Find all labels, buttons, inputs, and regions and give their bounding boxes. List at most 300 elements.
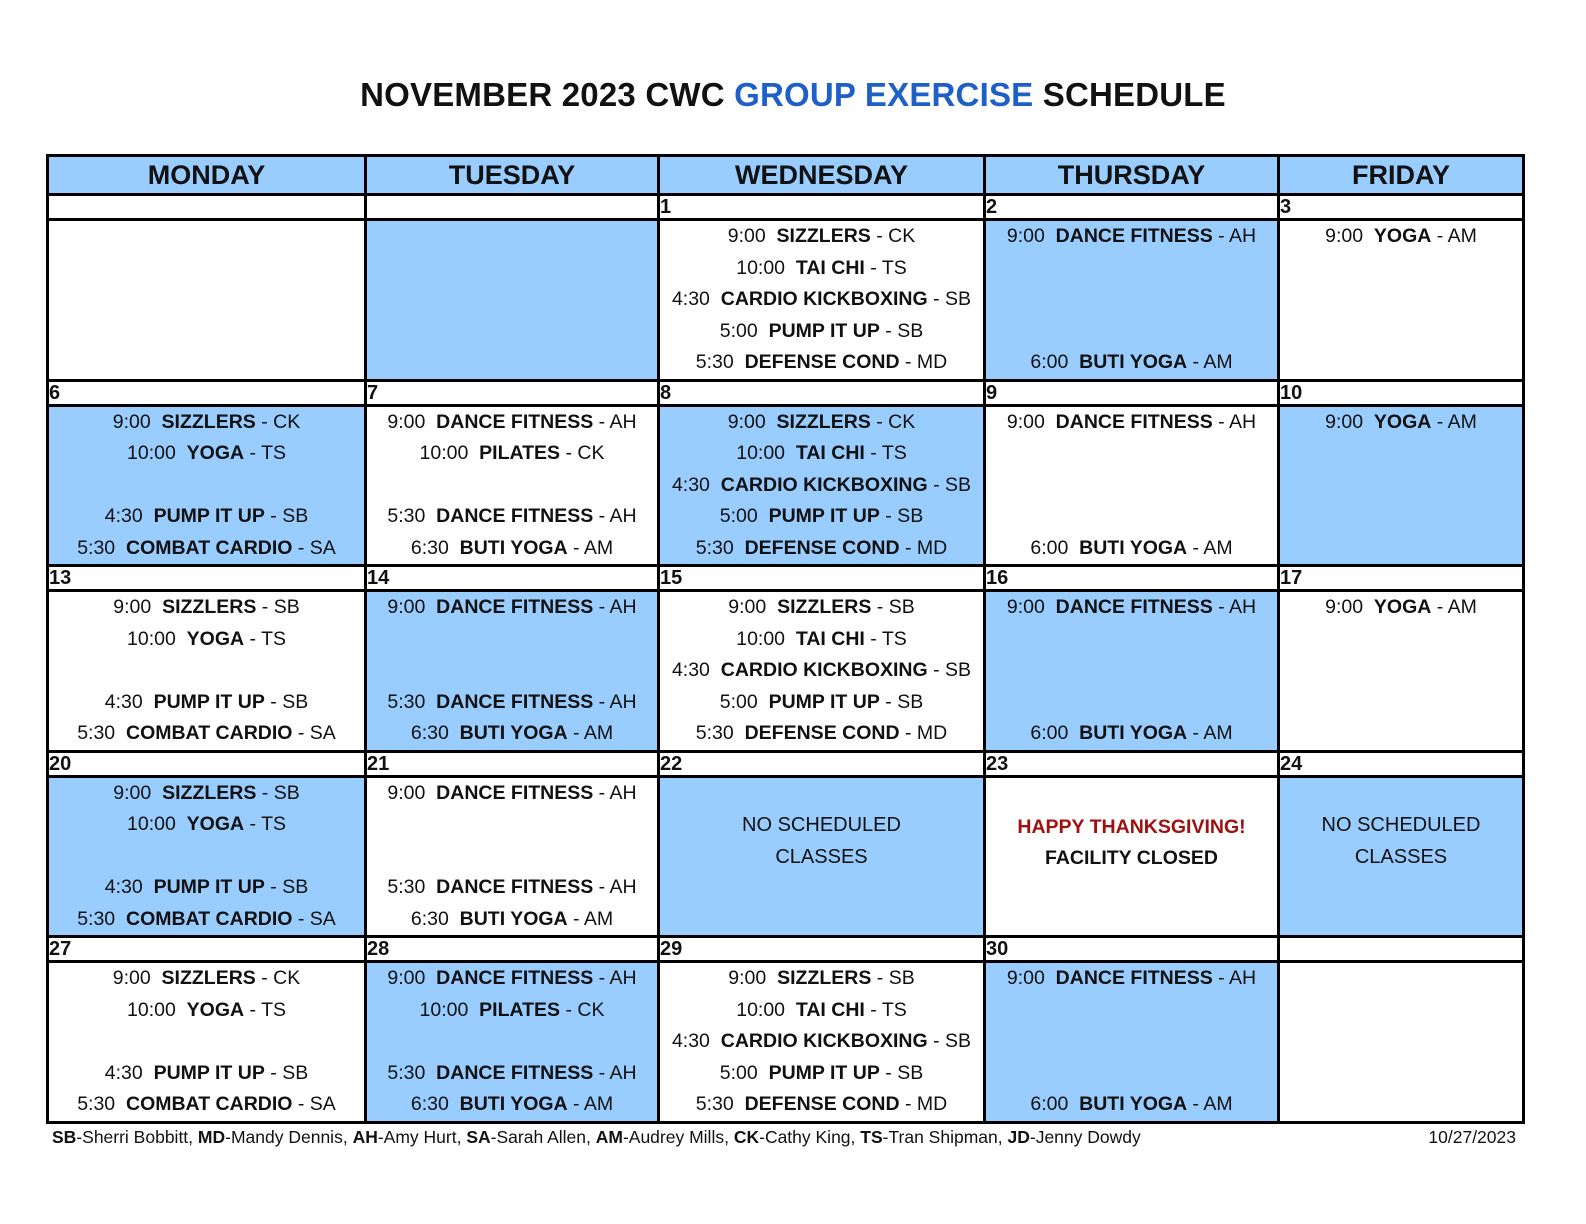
spacer — [367, 624, 657, 687]
class-name: YOGA — [186, 813, 245, 835]
class-entry: 9:00 SIZZLERS - CK — [112, 410, 301, 433]
class-time: 9:00 — [387, 781, 426, 804]
class-name: BUTI YOGA — [459, 722, 568, 744]
class-name: SIZZLERS — [161, 410, 256, 433]
class-name: PUMP IT UP — [768, 690, 880, 713]
revision-date: 10/27/2023 — [1428, 1127, 1516, 1147]
class-instructor: AM — [1203, 536, 1233, 559]
class-entry: 4:30 CARDIO KICKBOXING - SB — [671, 1030, 972, 1052]
class-name: SIZZLERS — [776, 225, 871, 247]
class-entry: 5:00 PUMP IT UP - SB — [719, 319, 924, 342]
class-instructor: SB — [897, 1061, 924, 1084]
class-time: 5:30 — [695, 536, 734, 559]
class-time: 9:00 — [387, 596, 426, 618]
class-time: 9:00 — [1006, 596, 1045, 618]
no-classes-note — [660, 778, 983, 873]
class-instructor: AH — [1229, 225, 1257, 247]
class-entry: 9:00 SIZZLERS - CK — [112, 967, 301, 989]
class-instructor: AM — [583, 722, 614, 744]
day-cell — [366, 591, 659, 752]
class-entry: 4:30 PUMP IT UP - SB — [104, 690, 309, 713]
class-entry: 5:30 DANCE FITNESS - AH — [387, 690, 637, 713]
class-entry: 5:00 PUMP IT UP - SB — [719, 690, 924, 713]
class-instructor: SA — [309, 722, 336, 744]
class-entry: 6:00 BUTI YOGA - AM — [1030, 1093, 1233, 1115]
class-time: 4:30 — [104, 1061, 143, 1084]
instructor-name: Amy Hurt — [383, 1127, 457, 1147]
class-time: 5:30 — [387, 690, 426, 713]
class-entry: 4:30 PUMP IT UP - SB — [104, 505, 309, 527]
class-time: 6:00 — [1030, 351, 1069, 373]
class-time: 6:30 — [410, 536, 449, 559]
spacer — [986, 253, 1277, 348]
class-instructor: AH — [609, 410, 637, 433]
date-number: 28 — [366, 937, 659, 962]
class-instructor: MD — [916, 351, 948, 373]
class-time: 4:30 — [671, 288, 710, 310]
class-instructor: SB — [888, 596, 915, 618]
class-entry: 5:00 PUMP IT UP - SB — [719, 505, 924, 527]
class-time: 5:30 — [387, 1061, 426, 1084]
class-time: 5:00 — [719, 690, 758, 713]
date-number: 17 — [1279, 566, 1524, 591]
date-number: 29 — [659, 937, 985, 962]
instructor-code: MD — [197, 1127, 226, 1147]
class-instructor: CK — [577, 442, 605, 464]
class-instructor: CK — [888, 225, 916, 247]
class-time: 5:00 — [719, 319, 758, 342]
spacer — [367, 1026, 657, 1058]
date-number: 10 — [1279, 380, 1524, 405]
class-name: YOGA — [1373, 225, 1432, 247]
class-entry: 10:00 TAI CHI - TS — [736, 256, 907, 279]
date-number: 20 — [48, 751, 366, 776]
weekday-header-row — [48, 156, 1524, 195]
class-name: SIZZLERS — [162, 596, 257, 618]
class-instructor: AH — [1229, 410, 1257, 433]
class-time: 5:30 — [695, 1093, 734, 1115]
class-entry: 10:00 YOGA - TS — [127, 998, 286, 1021]
date-number: 30 — [985, 937, 1279, 962]
class-instructor: SB — [273, 781, 300, 804]
class-name: SIZZLERS — [777, 967, 872, 989]
class-name: COMBAT CARDIO — [125, 722, 293, 744]
class-time: 9:00 — [1325, 410, 1364, 433]
class-name: SIZZLERS — [162, 781, 257, 804]
class-name: PUMP IT UP — [153, 1061, 265, 1084]
instructor-code: TS — [860, 1127, 883, 1147]
class-entry: 10:00 TAI CHI - TS — [736, 627, 907, 650]
date-number: 16 — [985, 566, 1279, 591]
instructor-name: Audrey Mills — [628, 1127, 725, 1147]
instructor-name: Sarah Allen — [496, 1127, 586, 1147]
class-name: CARDIO KICKBOXING — [720, 659, 928, 681]
class-entry: 9:00 YOGA - AM — [1325, 596, 1477, 618]
date-number: 2 — [985, 195, 1279, 220]
class-time: 4:30 — [671, 659, 710, 681]
spacer — [986, 624, 1277, 719]
instructor-name: Mandy Dennis — [230, 1127, 343, 1147]
instructor-code: AM — [595, 1127, 623, 1147]
class-time: 10:00 — [736, 256, 786, 279]
class-name: DANCE FITNESS — [436, 1061, 594, 1084]
class-name: DANCE FITNESS — [436, 781, 594, 804]
content-row — [48, 405, 1524, 566]
class-time: 5:00 — [719, 505, 758, 527]
day-cell — [659, 962, 985, 1123]
class-time: 6:30 — [410, 907, 449, 930]
date-number: 23 — [985, 751, 1279, 776]
holiday-note — [986, 778, 1277, 874]
date-number: 24 — [1279, 751, 1524, 776]
date-row — [48, 937, 1524, 962]
class-entry: 9:00 DANCE FITNESS - AH — [1006, 225, 1257, 247]
day-cell — [48, 962, 366, 1123]
class-time: 9:00 — [387, 967, 426, 989]
class-name: SIZZLERS — [776, 410, 871, 433]
class-time: 10:00 — [127, 813, 176, 835]
instructor-code: JD — [1007, 1127, 1030, 1147]
class-entry: 9:00 DANCE FITNESS - AH — [1006, 967, 1257, 989]
class-instructor: SB — [897, 505, 924, 527]
day-cell — [1279, 220, 1524, 381]
class-instructor: TS — [881, 256, 907, 279]
class-time: 9:00 — [1006, 967, 1045, 989]
class-instructor: AH — [609, 505, 637, 527]
title-part1: NOVEMBER 2023 CWC — [360, 76, 735, 113]
content-row — [48, 220, 1524, 381]
class-name: YOGA — [186, 442, 245, 464]
day-cell — [1279, 405, 1524, 566]
class-instructor: TS — [261, 813, 286, 835]
class-name: CARDIO KICKBOXING — [720, 1030, 928, 1052]
class-name: BUTI YOGA — [1079, 1093, 1188, 1115]
instructor-code: AH — [352, 1127, 378, 1147]
class-time: 9:00 — [113, 596, 152, 618]
class-entry: 9:00 SIZZLERS - SB — [728, 596, 915, 618]
instructor-code: CK — [733, 1127, 760, 1147]
class-time: 10:00 — [736, 627, 786, 650]
class-time: 5:30 — [695, 351, 734, 373]
class-name: DANCE FITNESS — [436, 505, 594, 527]
class-instructor: CK — [273, 967, 301, 989]
class-time: 6:30 — [410, 722, 449, 744]
class-instructor: AH — [609, 596, 637, 618]
date-number: 1 — [659, 195, 985, 220]
class-name: BUTI YOGA — [1079, 351, 1188, 373]
class-entry: 9:00 SIZZLERS - SB — [113, 781, 300, 804]
class-instructor: SA — [309, 1093, 336, 1115]
class-name: TAI CHI — [795, 256, 865, 279]
day-cell — [985, 220, 1279, 381]
class-entry: 5:30 DANCE FITNESS - AH — [387, 1061, 637, 1084]
class-time: 5:30 — [77, 1093, 116, 1115]
class-name: CARDIO KICKBOXING — [720, 288, 928, 310]
class-instructor: TS — [881, 627, 907, 650]
instructor-name: Cathy King — [764, 1127, 851, 1147]
class-time: 9:00 — [727, 410, 766, 433]
class-entry: 5:30 COMBAT CARDIO - SA — [77, 907, 336, 930]
class-time: 5:30 — [77, 907, 116, 930]
weekday-header: TUESDAY — [366, 156, 659, 195]
date-number: 14 — [366, 566, 659, 591]
class-entry: 10:00 PILATES - CK — [419, 442, 605, 464]
date-number — [48, 195, 366, 220]
day-cell — [366, 776, 659, 937]
class-entry: 9:00 DANCE FITNESS - AH — [1006, 596, 1257, 618]
class-instructor: AM — [583, 1093, 614, 1115]
class-instructor: AH — [609, 690, 637, 713]
no-classes-note — [1280, 778, 1522, 873]
class-name: BUTI YOGA — [459, 1093, 568, 1115]
spacer — [49, 655, 364, 687]
date-row — [48, 566, 1524, 591]
class-name: BUTI YOGA — [1079, 536, 1188, 559]
day-cell — [1279, 776, 1524, 937]
day-cell — [659, 776, 985, 937]
class-instructor: CK — [577, 998, 605, 1021]
class-time: 6:00 — [1030, 536, 1069, 559]
class-time: 5:00 — [719, 1061, 758, 1084]
spacer — [367, 470, 657, 502]
class-time: 10:00 — [736, 998, 786, 1021]
holiday-greeting: HAPPY THANKSGIVING! — [1017, 815, 1246, 838]
class-name: PILATES — [479, 998, 561, 1021]
class-name: DANCE FITNESS — [1055, 225, 1213, 247]
calendar-grid — [46, 154, 1525, 1124]
class-entry: 4:30 CARDIO KICKBOXING - SB — [671, 288, 972, 310]
date-row — [48, 751, 1524, 776]
class-name: DEFENSE COND — [744, 536, 900, 559]
class-time: 9:00 — [387, 410, 426, 433]
class-instructor: AH — [609, 1061, 637, 1084]
class-entry: 9:00 SIZZLERS - CK — [727, 410, 916, 433]
day-cell — [366, 962, 659, 1123]
class-name: PUMP IT UP — [768, 1061, 880, 1084]
class-time: 9:00 — [728, 596, 767, 618]
weekday-header: THURSDAY — [985, 156, 1279, 195]
class-name: DEFENSE COND — [744, 722, 900, 744]
class-time: 9:00 — [1325, 596, 1364, 618]
class-entry: 10:00 TAI CHI - TS — [736, 442, 907, 464]
class-instructor: AH — [1229, 967, 1257, 989]
class-time: 5:30 — [387, 505, 426, 527]
class-time: 10:00 — [127, 442, 176, 464]
class-name: YOGA — [186, 998, 245, 1021]
class-instructor: SB — [897, 319, 924, 342]
class-name: SIZZLERS — [777, 596, 872, 618]
content-row — [48, 962, 1524, 1123]
class-entry: 6:00 BUTI YOGA - AM — [1030, 351, 1233, 373]
class-entry: 9:00 DANCE FITNESS - AH — [387, 596, 637, 618]
day-cell — [659, 591, 985, 752]
date-number: 3 — [1279, 195, 1524, 220]
class-time: 9:00 — [1006, 225, 1045, 247]
class-entry: 10:00 YOGA - TS — [127, 813, 286, 835]
class-entry: 9:00 YOGA - AM — [1325, 410, 1477, 433]
class-instructor: SB — [945, 1030, 972, 1052]
class-name: YOGA — [186, 627, 245, 650]
class-entry: 9:00 DANCE FITNESS - AH — [1006, 410, 1257, 433]
class-entry: 5:30 COMBAT CARDIO - SA — [77, 1093, 336, 1115]
class-name: DANCE FITNESS — [1055, 596, 1213, 618]
class-name: PUMP IT UP — [153, 505, 265, 527]
class-name: DANCE FITNESS — [436, 690, 594, 713]
spacer — [986, 995, 1277, 1090]
class-name: TAI CHI — [795, 627, 865, 650]
class-name: TAI CHI — [795, 998, 865, 1021]
class-name: YOGA — [1373, 410, 1432, 433]
spacer — [367, 809, 657, 872]
class-instructor: AM — [583, 907, 614, 930]
day-cell — [985, 776, 1279, 937]
day-cell — [1279, 962, 1524, 1123]
date-number: 13 — [48, 566, 366, 591]
class-entry: 4:30 CARDIO KICKBOXING - SB — [671, 659, 972, 681]
day-cell — [48, 776, 366, 937]
class-time: 6:30 — [410, 1093, 449, 1115]
class-name: DEFENSE COND — [744, 1093, 900, 1115]
class-time: 5:30 — [77, 536, 116, 559]
class-instructor: AM — [1447, 410, 1477, 433]
instructor-name: Jenny Dowdy — [1035, 1127, 1141, 1147]
day-cell — [985, 405, 1279, 566]
facility-closed-label: FACILITY CLOSED — [1045, 846, 1218, 869]
class-entry: 4:30 PUMP IT UP - SB — [104, 1061, 309, 1084]
day-cell — [48, 591, 366, 752]
instructor-name: Sherri Bobbitt — [82, 1127, 189, 1147]
class-entry: 9:00 SIZZLERS - SB — [728, 967, 915, 989]
note-line: CLASSES — [1354, 845, 1448, 868]
class-name: DANCE FITNESS — [1055, 410, 1213, 433]
class-instructor: AH — [1229, 596, 1257, 618]
class-name: BUTI YOGA — [1079, 722, 1188, 744]
class-entry: 5:00 PUMP IT UP - SB — [719, 1061, 924, 1084]
class-entry: 5:30 DANCE FITNESS - AH — [387, 876, 637, 898]
class-time: 10:00 — [419, 998, 469, 1021]
class-name: DEFENSE COND — [744, 351, 900, 373]
class-time: 4:30 — [671, 473, 710, 496]
class-instructor: SA — [309, 907, 336, 930]
class-name: DANCE FITNESS — [436, 967, 594, 989]
class-time: 10:00 — [127, 627, 176, 650]
class-time: 10:00 — [736, 442, 786, 464]
class-entry: 9:00 YOGA - AM — [1325, 225, 1477, 247]
day-cell — [1279, 591, 1524, 752]
class-entry: 6:30 BUTI YOGA - AM — [410, 722, 614, 744]
class-instructor: AH — [609, 876, 637, 898]
class-time: 4:30 — [104, 505, 143, 527]
class-time: 10:00 — [127, 998, 176, 1021]
class-name: SIZZLERS — [161, 967, 256, 989]
class-time: 9:00 — [113, 781, 152, 804]
date-number: 7 — [366, 380, 659, 405]
class-name: DANCE FITNESS — [436, 596, 594, 618]
note-line: NO SCHEDULED — [1321, 813, 1481, 836]
class-entry: 6:00 BUTI YOGA - AM — [1030, 536, 1233, 559]
class-entry: 10:00 TAI CHI - TS — [736, 998, 907, 1021]
instructor-code: SB — [52, 1127, 77, 1147]
class-instructor: AM — [1447, 225, 1477, 247]
class-name: DANCE FITNESS — [1055, 967, 1213, 989]
day-cell — [366, 405, 659, 566]
class-time: 5:30 — [695, 722, 734, 744]
class-time: 4:30 — [671, 1030, 710, 1052]
day-cell — [48, 220, 366, 381]
page-title — [0, 76, 1586, 114]
class-instructor: AH — [609, 781, 637, 804]
class-name: CARDIO KICKBOXING — [720, 473, 928, 496]
class-instructor: CK — [888, 410, 916, 433]
class-instructor: SB — [945, 659, 972, 681]
weekday-header: WEDNESDAY — [659, 156, 985, 195]
date-number — [366, 195, 659, 220]
spacer — [49, 470, 364, 502]
class-name: YOGA — [1373, 596, 1432, 618]
class-time: 4:30 — [104, 876, 143, 898]
class-instructor: TS — [261, 442, 286, 464]
day-cell — [985, 591, 1279, 752]
class-entry: 5:30 DEFENSE COND - MD — [695, 722, 948, 744]
class-entry: 5:30 DEFENSE COND - MD — [695, 536, 948, 559]
class-name: TAI CHI — [795, 442, 865, 464]
class-instructor: AH — [609, 967, 637, 989]
day-cell — [366, 220, 659, 381]
title-accent: GROUP EXERCISE — [734, 76, 1034, 113]
class-name: PUMP IT UP — [768, 505, 880, 527]
class-instructor: SB — [273, 596, 300, 618]
class-instructor: AM — [1203, 722, 1233, 744]
class-time: 6:00 — [1030, 1093, 1069, 1115]
class-time: 9:00 — [1006, 410, 1045, 433]
class-entry: 10:00 PILATES - CK — [419, 998, 605, 1021]
class-instructor: SA — [309, 536, 336, 559]
class-entry: 4:30 CARDIO KICKBOXING - SB — [671, 473, 972, 496]
spacer — [986, 438, 1277, 533]
class-name: BUTI YOGA — [459, 536, 568, 559]
instructor-legend: SB-Sherri Bobbitt, MD-Mandy Dennis, AH-Amy Hurt, SA-Sarah Allen, AM-Audrey Mills, CK-Cathy King, TS-Tran Shipman, JD-Jenny Dowdy — [52, 1127, 1141, 1147]
class-instructor: SB — [888, 967, 915, 989]
class-instructor: SB — [945, 473, 972, 496]
day-cell — [659, 405, 985, 566]
weekday-header: MONDAY — [48, 156, 366, 195]
date-number: 6 — [48, 380, 366, 405]
spacer — [49, 1026, 364, 1058]
class-instructor: MD — [916, 722, 948, 744]
class-name: PUMP IT UP — [153, 690, 265, 713]
note-line: NO SCHEDULED — [742, 813, 901, 836]
class-entry: 9:00 SIZZLERS - SB — [113, 596, 300, 618]
class-time: 4:30 — [104, 690, 143, 713]
title-part2: SCHEDULE — [1033, 76, 1226, 113]
class-instructor: SB — [282, 690, 309, 713]
date-number: 27 — [48, 937, 366, 962]
class-time: 9:00 — [112, 410, 151, 433]
class-time: 9:00 — [1325, 225, 1364, 247]
class-entry: 5:30 DANCE FITNESS - AH — [387, 505, 637, 527]
class-entry: 6:30 BUTI YOGA - AM — [410, 1093, 614, 1115]
date-number: 15 — [659, 566, 985, 591]
class-name: COMBAT CARDIO — [125, 1093, 293, 1115]
class-name: COMBAT CARDIO — [125, 907, 293, 930]
class-instructor: TS — [881, 442, 907, 464]
content-row — [48, 591, 1524, 752]
date-number: 21 — [366, 751, 659, 776]
instructor-code: SA — [466, 1127, 491, 1147]
note-line: CLASSES — [775, 845, 868, 868]
class-time: 5:30 — [77, 722, 116, 744]
class-entry: 6:30 BUTI YOGA - AM — [410, 536, 614, 559]
